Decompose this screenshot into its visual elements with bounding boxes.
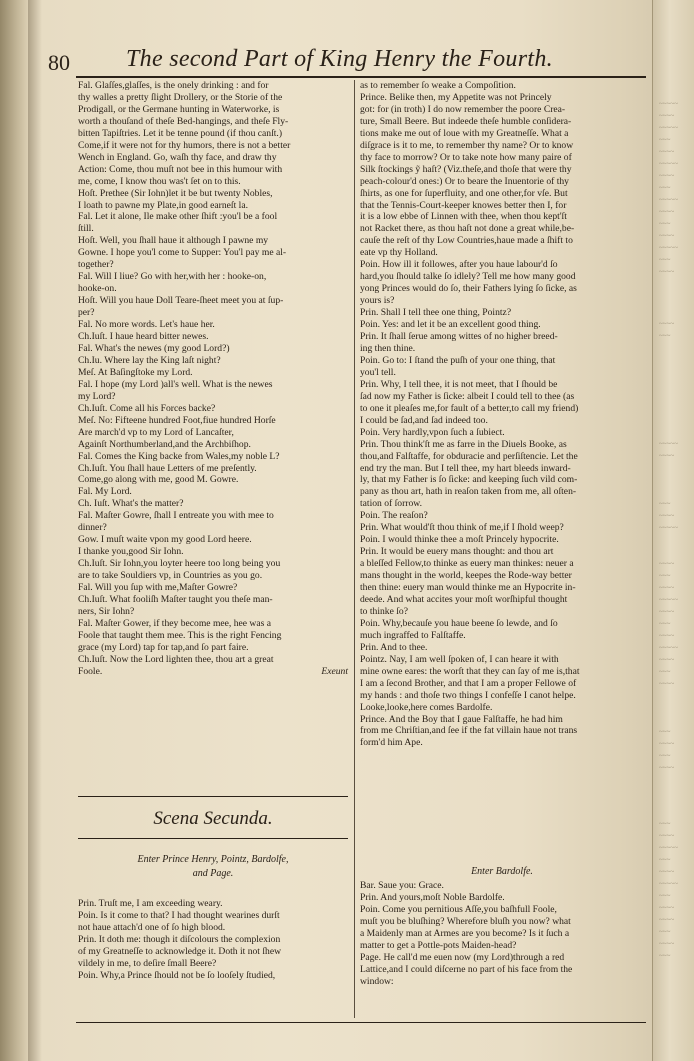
text-line: a bleſſed Fellow,to thinke as euery man thinkes: neuer a: [360, 558, 574, 570]
text-line: Prin. It doth me: though it diſcolours the complexion: [78, 933, 281, 945]
text-line: end try the man. But I tell thee, my hart bleeds inward-: [360, 462, 571, 474]
text-line: thy face to morrow? Or to take note how many paire of: [360, 151, 572, 163]
text-line: Silk ſtockings ỹ haſt? (Viz.theſe,and thoſe that were thy: [360, 163, 572, 175]
text-line: pany as thou art, hath in reaſon taken from me, all oſten-: [360, 486, 577, 498]
text-line: ſhirts, as one for ſuperfluity, and one other,for vſe. But: [360, 187, 568, 199]
text-line: I am a ſecond Brother, and that I am a proper Fellowe of: [360, 677, 577, 689]
text-line: Looke,looke,here comes Bardolfe.: [360, 701, 493, 713]
stage-direction-enter-bardolfe: Enter Bardolfe.: [471, 866, 533, 877]
text-line: ture, Small Beere. But indeede theſe humble conſidera-: [360, 115, 572, 127]
column-divider: [354, 80, 355, 1018]
text-line: Fal. I hope (my Lord )all's well. What is the newes: [78, 378, 273, 390]
text-line: tions make me out of loue with my Greatneſſe. What a: [360, 127, 569, 139]
text-line: Hoſt. Well, you ſhall haue it although I pawne my: [78, 235, 269, 247]
text-line: yours is?: [360, 295, 395, 307]
text-line: Fal. No more words. Let's haue her.: [78, 319, 215, 331]
text-line: got: for (in troth) I do now remember the poore Crea-: [360, 103, 566, 115]
text-line: Ch. Iuſt. What's the matter?: [78, 498, 184, 510]
text-line: that the Tennis-Court-keeper knowes better then I, for: [360, 199, 567, 211]
text-line: are to take Souldiers vp, in Countries as you go.: [78, 570, 263, 582]
left-column-bottom-text: [78, 898, 348, 982]
exeunt-direction: Exeunt: [321, 665, 348, 677]
text-line: Gow. I muſt waite vpon my good Lord heere.: [78, 534, 252, 546]
text-line: not haue attach'd one of ſo high blood.: [78, 921, 226, 933]
text-line: to one it pleaſes me,for fault of a better,to call my friend): [360, 402, 579, 414]
text-line: grace (my Lord) tap for tap,and ſo part faire.: [78, 641, 249, 653]
running-title: The second Part of King Henry the Fourth.: [126, 46, 553, 72]
right-column-text: [360, 80, 644, 749]
text-line: as to remember ſo weake a Compoſition.: [360, 80, 516, 91]
text-line: Prin. It ſhall ſerue among wittes of no higher breed-: [360, 331, 558, 343]
text-line: mans thought in the world, keepes the Rode-way better: [360, 570, 572, 582]
text-line: Prin. And yours,moſt Noble Bardolfe.: [360, 891, 505, 903]
exeunt-line: [78, 666, 348, 678]
text-line: I thanke you,good Sir Iohn.: [78, 546, 184, 558]
text-line: ſad now my Father is ſicke: albeit I could tell to thee (as: [360, 390, 575, 402]
text-line: eate vp thy Holland.: [360, 247, 438, 259]
text-line: Hoſt. Will you haue Doll Teare-ſheet meet you at ſup-: [78, 295, 284, 307]
text-line: ly, that my Father is ſo ſicke: and keeping ſuch vild com-: [360, 474, 578, 486]
text-line: much ingraffed to Falſtaffe.: [360, 629, 466, 641]
text-line: muſt you be bluſhing? Wherefore bluſh you now? what: [360, 915, 571, 927]
text-line: Poin. Is it come to that? I had thought wearines durſt: [78, 909, 280, 921]
page-number: 80: [48, 50, 70, 75]
footer-rule: [76, 1022, 646, 1023]
text-line: Fal. Glaſſes,glaſſes, is the onely drinking : and for: [78, 80, 269, 91]
text-line: Action: Come, thou muſt not bee in this humour with: [78, 163, 283, 175]
text-line: Prin. What would'ſt thou think of me,if I ſhold weep?: [360, 522, 564, 534]
text-line: Prin. It would be euery mans thought: and thou art: [360, 546, 554, 558]
text-line: diſgrace is it to me, to remember thy name? Or to know: [360, 139, 574, 151]
text-line: Come,go along with me, good M. Gowre.: [78, 474, 239, 486]
text-line: Come,if it were not for thy humors, there is not a better: [78, 139, 291, 151]
text-line: bitten Tapiſtries. Let it be tenne pound (if thou canſt.): [78, 127, 283, 139]
text-line: mine owne eares: the worſt that they can ſay of me is,that: [360, 665, 580, 677]
text-line: per?: [78, 307, 95, 319]
text-line: deede. And what accites your moſt worſhipful thought: [360, 593, 568, 605]
text-line: Pointz. Nay, I am well ſpoken of, I can heare it with: [360, 653, 559, 665]
text-line: Prin. Truſt me, I am exceeding weary.: [78, 898, 223, 909]
text-line: Fal. Let it alone, Ile make other ſhift :you'l be a fool: [78, 211, 278, 223]
text-line: Poin. Why,becauſe you haue beene ſo lewde, and ſo: [360, 617, 558, 629]
text-line: Prin. Thou think'ſt me as farre in the Diuels Booke, as: [360, 438, 567, 450]
scene-heading: Scena Secunda.: [153, 808, 273, 829]
text-line: hooke-on.: [78, 283, 117, 295]
text-line: it is a low ebbe of Linnen with thee, when thou kept'ſt: [360, 211, 567, 223]
text-line: yong Princes would do ſo, their Fathers lying ſo ſicke, as: [360, 283, 577, 295]
text-line: me, come, I know thou was't ſet on to this.: [78, 175, 241, 187]
text-line: Prodigall, or the Germane hunting in Waterworke, is: [78, 103, 280, 115]
text-line: Fal. Will I liue? Go with her,with her : hooke-on,: [78, 271, 267, 283]
text-line: Foole that taught them mee. This is the right Fencing: [78, 629, 282, 641]
text-line: Fal. Will you ſup with me,Maſter Gowre?: [78, 582, 238, 594]
text-line: Are march'd vp to my Lord of Lancaſter,: [78, 426, 234, 438]
text-line: then thine: euery man would thinke me an Hypocrite in-: [360, 582, 576, 594]
text-line: Page. He call'd me euen now (my Lord)through a red: [360, 951, 565, 963]
stage-direction-and-page: and Page.: [192, 868, 234, 879]
text-line: Prin. Why, I tell thee, it is not meet, that I ſhould be: [360, 378, 558, 390]
text-line: worth a thouſand of theſe Bed-hangings, and theſe Fly-: [78, 115, 289, 127]
text-line: Poin. Very hardly,vpon ſuch a ſubiect.: [360, 426, 505, 438]
text-line: Prin. Shall I tell thee one thing, Pointz?: [360, 307, 512, 319]
text-line: a Maidenly man at Armes are you become? Is it ſuch a: [360, 927, 570, 939]
text-line: Ch.Iu. Where lay the King laſt night?: [78, 354, 221, 366]
text-line: Poin. How ill it followes, after you haue labour'd ſo: [360, 259, 558, 271]
text-line: Poin. Yes: and let it be an excellent good thing.: [360, 319, 541, 331]
text-line: Meſ. No: Fifteene hundred Foot,fiue hundred Horſe: [78, 414, 276, 426]
facing-page-edge: ~~~~~ ~~~~ ~~~~~ ~~~ ~~~~ ~~~~~ ~~~~ ~~~ ~~~~~ ~~~~ ~~~ ~~~~ ~~~~~ ~~~ ~~~~ ~~~~ ~~~ ~~~~~ ~~~~ ~~~ ~~~~ ~~~~~ ~~~~ ~~~ ~~~~ ~~~~~ ~~~~ ~~~ ~~~~ ~~~~~ ~~~~ ~~~ ~~~~ ~~~ ~~~~ ~~~ ~~~~ ~~~ ~~~~ ~~~~~ ~~~ ~~~~ ~~~~~ ~~~ ~~~~ ~~~~ ~~~ ~~~~ ~~~: [652, 0, 694, 1061]
text-line: ing then thine.: [360, 342, 416, 354]
left-column-text: [78, 80, 348, 678]
text-line: thy walles a pretty ſlight Drollery, or the Storie of the: [78, 91, 283, 103]
text-line: dinner?: [78, 522, 107, 534]
text-line: Againſt Northumberland,and the Archbiſhop.: [78, 438, 251, 450]
text-line: to thinke ſo?: [360, 605, 408, 617]
text-line: Ch.Iuſt. What fooliſh Maſter taught you theſe man-: [78, 593, 273, 605]
text-line: not Racket there, as thou haſt not done a great while,be-: [360, 223, 575, 235]
text-line: tation of ſorrow.: [360, 498, 422, 510]
right-column-bottom-text: [360, 880, 644, 988]
text-line: Ch.Iuſt. Now the Lord lighten thee, thou art a great: [78, 653, 274, 665]
text-line: matter to get a Pottle-pots Maiden-head?: [360, 939, 517, 951]
text-line: Poin. The reaſon?: [360, 510, 428, 522]
text-line: Ch.Iuſt. Sir Iohn,you loyter heere too long being you: [78, 558, 281, 570]
text-line: Poin. I would thinke thee a moſt Princely hypocrite.: [360, 534, 559, 546]
text-line: Prince. And the Boy that I gaue Falſtaffe, he had him: [360, 713, 563, 725]
text-line: you'l tell.: [360, 366, 396, 378]
text-line: I could be ſad,and ſad indeed too.: [360, 414, 488, 426]
text-line: Hoſt. Prethee (Sir Iohn)let it be but twenty Nobles,: [78, 187, 273, 199]
text-line: of my Greatneſſe to acknowledge it. Doth it not ſhew: [78, 945, 282, 957]
text-line: Prin. And to thee.: [360, 641, 428, 653]
text-line: Fal. Maſter Gower, if they become mee, hee was a: [78, 617, 272, 629]
scene-rule-top: [78, 796, 348, 797]
stage-direction-enter-prince: Enter Prince Henry, Pointz, Bardolfe,: [137, 854, 289, 865]
text-line: Fal. My Lord.: [78, 486, 132, 498]
text-line: peach-colour'd ones:) Or to beare the Inuentorie of thy: [360, 175, 569, 187]
text-line: Gowne. I hope you'l come to Supper: You'l pay me al-: [78, 247, 287, 259]
gutter-shadow: [28, 0, 42, 1061]
text-line: Bar. Saue you: Grace.: [360, 880, 444, 891]
text-line: Meſ. At Baſingſtoke my Lord.: [78, 366, 193, 378]
text-line: Fal. Maſter Gowre, ſhall I entreate you with mee to: [78, 510, 274, 522]
text-line: Poin. Go to: I ſtand the puſh of your one thing, that: [360, 354, 556, 366]
last-line: Foole.: [78, 665, 103, 677]
text-line: Fal. Comes the King backe from Wales,my noble L?: [78, 450, 280, 462]
text-line: my hands : and thoſe two things I confeſſe I canot helpe.: [360, 689, 576, 701]
text-line: hard,you ſhould talke ſo idlely? Tell me how many good: [360, 271, 576, 283]
text-line: I loath to pawne my Plate,in good earneſt la.: [78, 199, 248, 211]
text-line: form'd him Ape.: [360, 737, 423, 749]
text-line: my Lord?: [78, 390, 116, 402]
text-line: Prince. Belike then, my Appetite was not Princely: [360, 91, 552, 103]
text-line: Ch.Iuſt. You ſhall haue Letters of me preſently.: [78, 462, 257, 474]
text-line: Lattice,and I could diſcerne no part of his face from the: [360, 963, 573, 975]
page-gutter-edge: [0, 0, 28, 1061]
text-line: Fal. What's the newes (my good Lord?): [78, 342, 230, 354]
text-line: Poin. Why,a Prince ſhould not be ſo looſely ſtudied,: [78, 969, 276, 981]
header-rule: [76, 76, 646, 78]
text-line: Ch.Iuſt. Come all his Forces backe?: [78, 402, 216, 414]
text-line: from me Chriſtian,and ſee if the fat villain haue not trans: [360, 725, 578, 737]
text-line: Ch.Iuſt. I haue heard bitter newes.: [78, 331, 209, 343]
text-line: vildely in me, to deſire ſmall Beere?: [78, 957, 217, 969]
text-line: cauſe the reſt of thy Low Countries,haue made a ſhift to: [360, 235, 573, 247]
text-line: ners, Sir Iohn?: [78, 605, 135, 617]
text-line: ſtill.: [78, 223, 94, 235]
text-line: Wench in England. Go, waſh thy face, and draw thy: [78, 151, 277, 163]
scene-rule-bottom: [78, 838, 348, 839]
text-line: thou,and Falſtaffe, for obduracie and perſiſtencie. Let the: [360, 450, 578, 462]
text-line: together?: [78, 259, 114, 271]
text-line: Poin. Come you pernitious Aſſe,you baſhfull Foole,: [360, 903, 557, 915]
text-line: window:: [360, 975, 394, 987]
